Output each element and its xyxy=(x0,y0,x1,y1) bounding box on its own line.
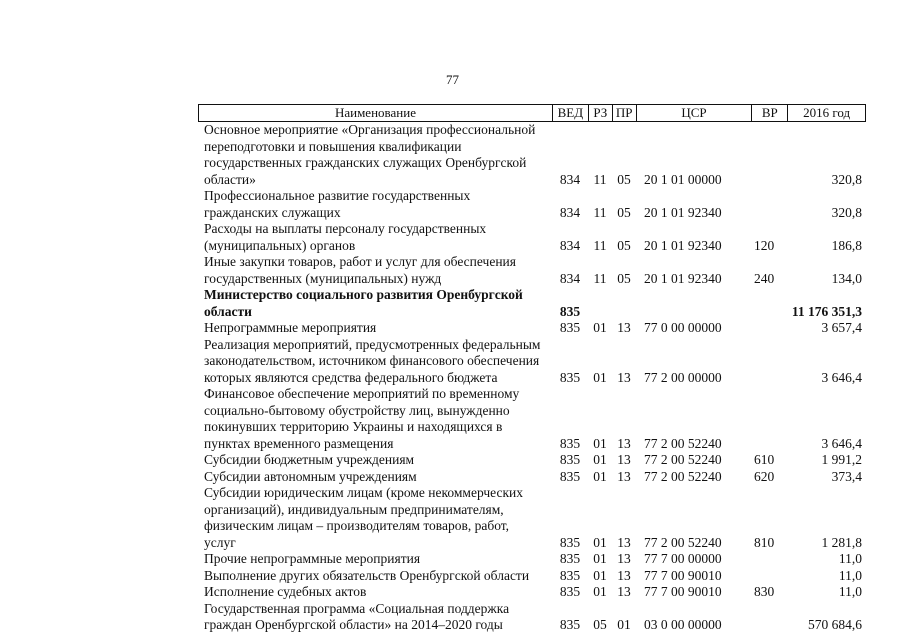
row-pr: 01 xyxy=(617,617,631,632)
row-name: Выполнение других обязательств Оренбургской области xyxy=(204,567,530,583)
table-row xyxy=(198,386,866,452)
row-name: Профессиональное развитие государственных гражданских служащих xyxy=(204,188,471,220)
row-ved: 835 xyxy=(559,534,581,550)
row-csr: 77 2 00 00000 xyxy=(644,369,722,385)
row-vr: 810 xyxy=(754,534,775,550)
row-rz: 05 xyxy=(593,617,607,632)
row-ved: 835 xyxy=(559,303,581,319)
table-row xyxy=(198,485,866,551)
row-sum: 186,8 xyxy=(831,237,862,253)
row-rz: 01 xyxy=(593,584,607,599)
row-pr: 13 xyxy=(617,320,631,335)
row-pr: 13 xyxy=(617,534,631,550)
table-row xyxy=(198,601,866,634)
row-ved: 835 xyxy=(559,452,581,467)
row-csr: 77 2 00 52240 xyxy=(644,534,722,550)
row-rz: 11 xyxy=(593,270,607,286)
row-csr: 77 7 00 00000 xyxy=(644,551,722,566)
row-vr: 610 xyxy=(754,452,775,467)
row-ved: 835 xyxy=(559,435,581,451)
row-csr: 77 7 00 90010 xyxy=(644,584,722,599)
row-vr: 620 xyxy=(754,468,775,484)
row-name: Реализация мероприятий, предусмотренных федеральным законодательством, источником финансового обеспечения которых являются средства федерального бюджета xyxy=(204,336,541,385)
row-csr: 20 1 01 92340 xyxy=(644,204,722,220)
table-row xyxy=(198,337,866,387)
row-csr: 77 2 00 52240 xyxy=(644,452,722,467)
row-sum: 11 176 351,3 xyxy=(791,303,862,319)
row-rz: 01 xyxy=(593,551,607,566)
row-name: Непрограммные мероприятия xyxy=(204,320,377,335)
row-pr: 13 xyxy=(617,567,631,583)
row-pr: 13 xyxy=(617,452,631,467)
row-vr: 120 xyxy=(754,237,775,253)
row-rz: 11 xyxy=(593,204,607,220)
table-row xyxy=(198,584,866,601)
row-csr: 03 0 00 00000 xyxy=(644,617,722,632)
row-sum: 11,0 xyxy=(838,551,862,566)
row-sum: 3 646,4 xyxy=(821,369,862,385)
table-row xyxy=(198,221,866,254)
table-row xyxy=(198,452,866,469)
row-name: Расходы на выплаты персоналу государственных (муниципальных) органов xyxy=(204,221,487,253)
row-name: Министерство социального развития Оренбургской области xyxy=(204,287,523,319)
row-csr: 20 1 01 92340 xyxy=(644,237,722,253)
row-csr: 77 2 00 52240 xyxy=(644,468,722,484)
row-ved: 834 xyxy=(559,237,581,253)
row-sum: 570 684,6 xyxy=(808,617,862,632)
row-rz: 01 xyxy=(593,534,607,550)
row-sum: 1 281,8 xyxy=(821,534,862,550)
table-row xyxy=(198,469,866,486)
row-rz: 01 xyxy=(593,567,607,583)
table-row xyxy=(198,320,866,337)
row-pr: 13 xyxy=(617,584,631,599)
row-ved: 835 xyxy=(559,468,581,484)
row-pr: 05 xyxy=(617,171,631,187)
row-name: Прочие непрограммные мероприятия xyxy=(204,551,421,566)
row-sum: 134,0 xyxy=(831,270,862,286)
row-rz: 01 xyxy=(593,435,607,451)
row-pr: 13 xyxy=(617,551,631,566)
row-csr: 77 2 00 52240 xyxy=(644,435,722,451)
row-pr: 05 xyxy=(617,237,631,253)
header-ved: ВЕД xyxy=(552,105,588,121)
row-pr: 05 xyxy=(617,270,631,286)
row-sum: 320,8 xyxy=(831,171,862,187)
row-pr: 13 xyxy=(617,468,631,484)
row-rz: 11 xyxy=(593,171,607,187)
header-name: Наименование xyxy=(334,105,416,120)
row-ved: 834 xyxy=(559,171,581,187)
table-row xyxy=(198,551,866,568)
row-vr: 240 xyxy=(754,270,775,286)
row-ved: 835 xyxy=(559,584,581,599)
row-vr: 830 xyxy=(754,584,775,599)
row-csr: 77 7 00 90010 xyxy=(644,567,722,583)
row-pr: 13 xyxy=(617,369,631,385)
row-name: Государственная программа «Социальная поддержка граждан Оренбургской области» на 2014–2020 годы xyxy=(204,600,510,632)
row-ved: 835 xyxy=(559,369,581,385)
row-csr: 77 0 00 00000 xyxy=(644,320,722,335)
row-name: Субсидии бюджетным учреждениям xyxy=(204,452,415,467)
row-sum: 11,0 xyxy=(838,584,862,599)
row-csr: 20 1 01 00000 xyxy=(644,171,722,187)
table-row xyxy=(198,122,866,188)
row-rz: 11 xyxy=(593,237,607,253)
row-ved: 835 xyxy=(559,567,581,583)
header-pr: ПР xyxy=(612,105,636,121)
header-vr: ВР xyxy=(751,105,787,121)
row-sum: 3 657,4 xyxy=(821,320,862,335)
row-name: Субсидии юридическим лицам (кроме некоммерческих организаций), индивидуальным предпринимателям, физическим лицам – производителям товаров, работ, услуг xyxy=(204,485,524,550)
row-sum: 11,0 xyxy=(838,567,862,583)
row-name: Субсидии автономным учреждениям xyxy=(204,468,417,484)
row-pr: 05 xyxy=(617,204,631,220)
header-year: 2016 год xyxy=(787,105,865,121)
row-sum: 1 991,2 xyxy=(821,452,862,467)
row-ved: 835 xyxy=(559,617,581,632)
row-pr: 13 xyxy=(617,435,631,451)
row-rz: 01 xyxy=(593,468,607,484)
row-ved: 835 xyxy=(559,551,581,566)
row-sum: 3 646,4 xyxy=(821,435,862,451)
page-number: 77 xyxy=(446,72,459,87)
table-row xyxy=(198,568,866,585)
row-ved: 834 xyxy=(559,270,581,286)
table-body xyxy=(198,122,866,634)
row-sum: 373,4 xyxy=(831,468,862,484)
header-rz: РЗ xyxy=(588,105,612,121)
row-name: Финансовое обеспечение мероприятий по временному социально-бытовому обустройству лиц, вынужденно покинувших территорию Украины и находящихся в пунктах временного размещения xyxy=(204,386,520,451)
header-csr: ЦСР xyxy=(636,105,752,121)
budget-table xyxy=(198,104,866,634)
row-rz: 01 xyxy=(593,452,607,467)
row-name: Основное мероприятие «Организация профессиональной переподготовки и повышения квалификации государственных гражданских служащих Оренбургской области» xyxy=(204,122,536,187)
row-rz: 01 xyxy=(593,320,607,335)
row-ved: 834 xyxy=(559,204,581,220)
table-row xyxy=(198,188,866,221)
table-header xyxy=(198,104,866,122)
row-name: Иные закупки товаров, работ и услуг для обеспечения государственных (муниципальных) нужд xyxy=(204,254,516,286)
table-row xyxy=(198,287,866,320)
row-csr: 20 1 01 92340 xyxy=(644,270,722,286)
row-sum: 320,8 xyxy=(831,204,862,220)
table-row xyxy=(198,254,866,287)
row-ved: 835 xyxy=(559,320,581,335)
row-name: Исполнение судебных актов xyxy=(204,584,367,599)
row-rz: 01 xyxy=(593,369,607,385)
